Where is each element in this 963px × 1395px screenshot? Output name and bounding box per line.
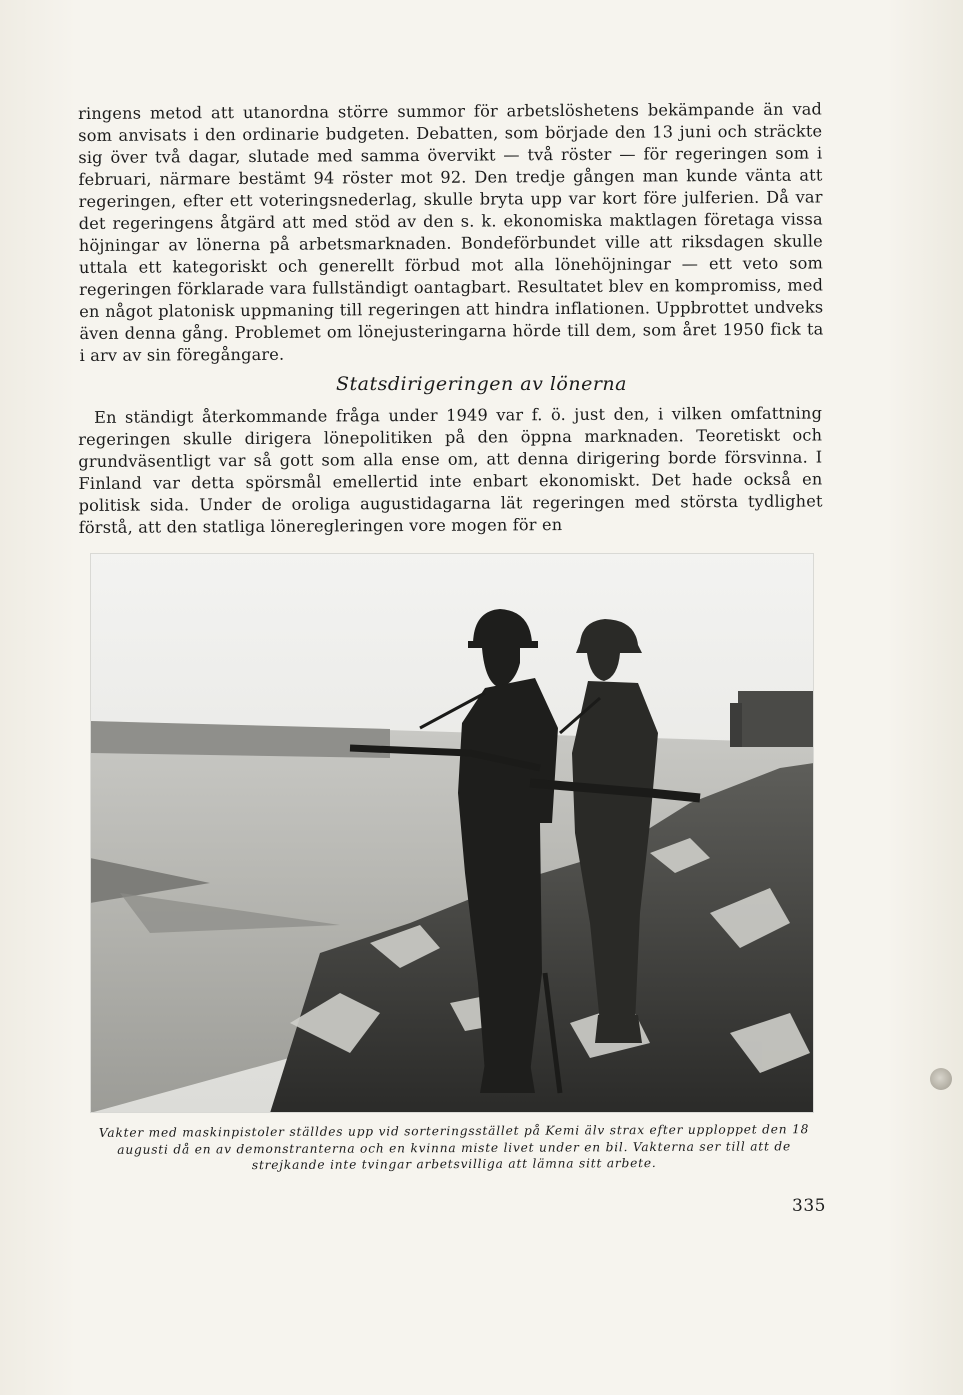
page-number: 335 [792, 1196, 826, 1216]
guards-photo [90, 553, 814, 1113]
body-text-lower [78, 402, 823, 539]
body-text-top [78, 98, 824, 367]
photo-caption: Vakter med maskinpistoler ställdes upp vid sorteringsstället på Kemi älv strax efter upploppet den 18 augusti då en av demonstranterna och en kvinna miste livet under en bil. Vakterna ser till att de strejkande inte tvingar arbetsvilliga att lämna sitt arbete. [98, 1122, 810, 1173]
paragraph-1: ringens metod att utanordna större summor för arbetslöshetens bekämpande än vad som anvisats i den ordinarie budgeten. Debatten, som började den 13 juni och sträckte sig över två dagar, slutade med samma övervikt — två röster — för regeringen som i februari, närmare bestämt 94 röster mot 92. Den tredje gången man kunde vänta att regeringen, efter ett voteringsnederlag, skulle bryta upp var kort före julferien. Då var det regeringens åtgärd att med stöd av den s. k. ekonomiska maktlagen företaga vissa höjningar av lönerna på arbetsmarknaden. Bondeförbundet ville att riksdagen skulle uttala ett kategoriskt och generellt förbud mot alla lönehöjningar — ett veto som regeringen förklarade vara fullständigt oantagbart. Resultatet blev en kompromiss, med en något platonisk uppmaning till regeringen att hindra inflationen. Uppbrottet undveks även denna gång. Problemet om lönejusteringarna hörde till dem, som året 1950 fick ta i arv av sin föregångare. [78, 99, 824, 365]
paragraph-2: En ständigt återkommande fråga under 1949 var f. ö. just den, i vilken omfattning regeringen skulle dirigera lönepolitiken på den öppna marknaden. Teoretiskt och grundväsentligt var så gott som alla ense om, att denna dirigering borde försvinna. I Finland var detta spörsmål emellertid inte enbart ekonomiskt. Det hade också en politisk sida. Under de oroliga augustidagarna lät regeringen med största tydlighet förstå, att den statliga löneregleringen vore mogen för en [78, 403, 823, 537]
binder-hole-mark [930, 1068, 952, 1090]
section-heading: Statsdirigeringen av lönerna [336, 373, 627, 395]
